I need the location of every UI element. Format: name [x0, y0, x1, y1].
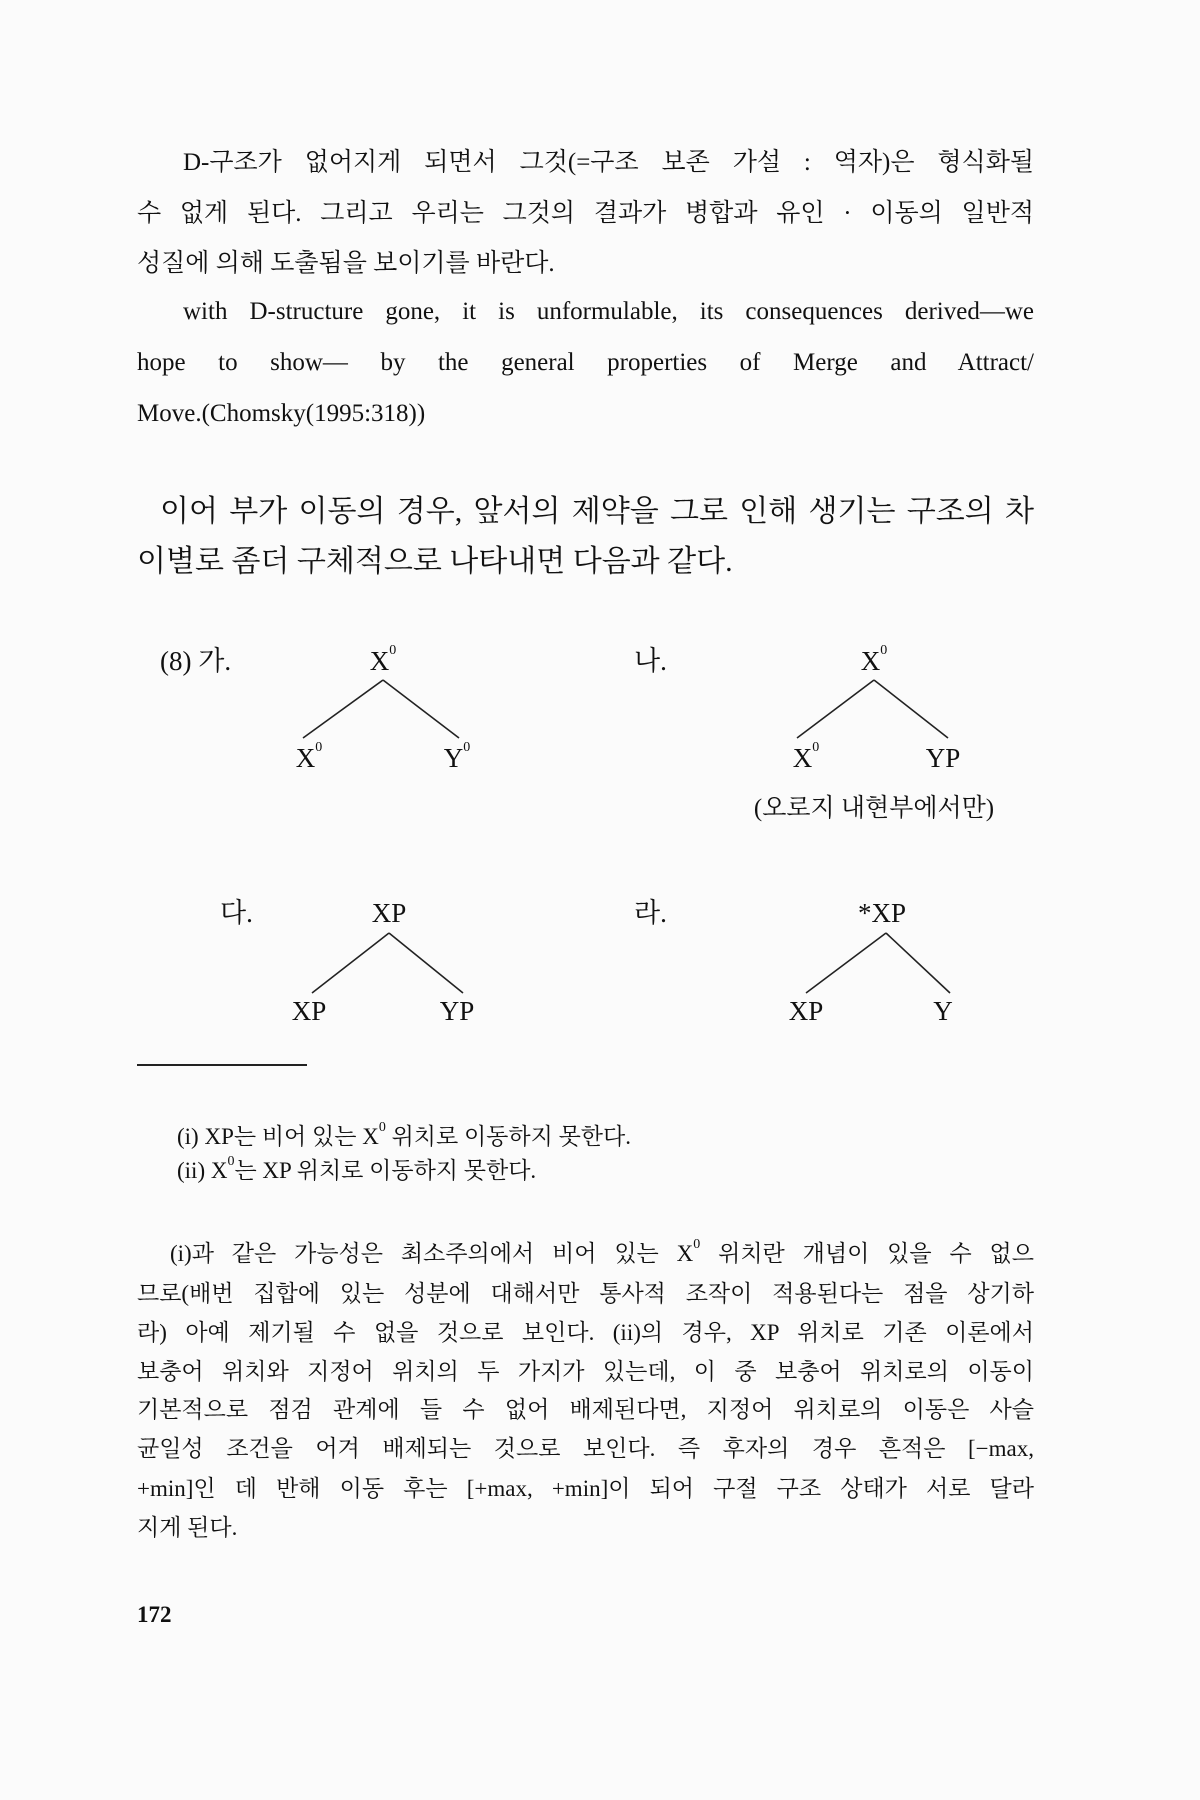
paragraph-line: 보충어 위치와 지정어 위치의 두 가지가 있는데, 이 중 보충어 위치로의 이동이 [137, 1359, 1034, 1384]
quote-korean-line: D-구조가 없어지게 되면서 그것(=구조 보존 가설 : 역자)은 형식화될 [183, 149, 1034, 176]
paragraph-line: 지게 된다. [137, 1515, 238, 1540]
intro-line: 이별로 좀더 구체적으로 나타내면 다음과 같다. [137, 545, 733, 578]
tree-branch [383, 680, 459, 738]
quote-english-line: with D-structure gone, it is unformulable, its consequences derived—we [183, 298, 1034, 325]
footnote-item: (ii) $X^0$는 XP 위치로 이동하지 못한다. [177, 1154, 537, 1183]
tree-node-right: Y [933, 996, 953, 1026]
tree-label-na: 나. [634, 646, 667, 676]
tree-label-ra: 라. [634, 898, 667, 928]
tree-branch [389, 933, 463, 993]
tree-branch [886, 933, 950, 993]
tree-node-root: XP [371, 898, 407, 928]
tree-branch [303, 680, 383, 738]
quote-english-line: Move.(Chomsky(1995:318)) [137, 400, 426, 427]
footnote-divider [137, 1064, 307, 1066]
tree-node-root: *XP [857, 898, 907, 928]
tree-note: (오로지 내현부에서만) [753, 795, 995, 822]
tree-node-right: $Y^0$ [443, 740, 471, 773]
footnote-item: (i) XP는 비어 있는 $X^0$ 위치로 이동하지 못한다. [177, 1120, 631, 1149]
tree-node-right: YP [925, 743, 961, 773]
paragraph-line: 기본적으로 점검 관계에 들 수 없어 배제된다면, 지정어 위치로의 이동은 사슬 [137, 1397, 1034, 1422]
tree-node-root: $X^0$ [860, 643, 888, 676]
quote-korean-line: 수 없게 된다. 그리고 우리는 그것의 결과가 병합과 유인 · 이동의 일반적 [137, 200, 1034, 227]
paragraph-line: 균일성 조건을 어겨 배제되는 것으로 보인다. 즉 후자의 경우 흔적은 [−max, [137, 1436, 1034, 1461]
quote-english-line: hope to show— by the general properties of Merge and Attract/ [137, 349, 1034, 376]
tree-label-da: 다. [220, 898, 253, 928]
tree-node-left: $X^0$ [295, 740, 323, 773]
example-number-text: (8) [160, 646, 192, 676]
paragraph-line: 므로(배번 집합에 있는 성분에 대해서만 통사적 조작이 적용된다는 점을 상기하 [137, 1281, 1034, 1306]
tree-branch [874, 680, 948, 738]
page-number: 172 [137, 1602, 172, 1627]
tree-node-right: YP [439, 996, 475, 1026]
paragraph-line: +min]인 데 반해 이동 후는 [+max, +min]이 되어 구절 구조 상태가 서로 달라 [137, 1476, 1034, 1501]
tree-branch [312, 933, 389, 993]
tree-node-left: $X^0$ [792, 740, 820, 773]
tree-node-left: XP [788, 996, 824, 1026]
tree-label-ga: 가. [198, 646, 232, 676]
tree-branch [797, 680, 874, 738]
intro-line: 이어 부가 이동의 경우, 앞서의 제약을 그로 인해 생기는 구조의 차 [160, 495, 1034, 528]
paragraph-line: (i)과 같은 가능성은 최소주의에서 비어 있는 $X^0$ 위치란 개념이 있을 수 없으 [170, 1237, 1034, 1266]
tree-node-root: $X^0$ [369, 643, 397, 676]
tree-node-left: XP [291, 996, 327, 1026]
paragraph-line: 라) 아예 제기될 수 없을 것으로 보인다. (ii)의 경우, XP 위치로 기존 이론에서 [137, 1320, 1034, 1345]
quote-korean-line: 성질에 의해 도출됨을 보이기를 바란다. [137, 250, 555, 277]
tree-branch [806, 933, 886, 993]
